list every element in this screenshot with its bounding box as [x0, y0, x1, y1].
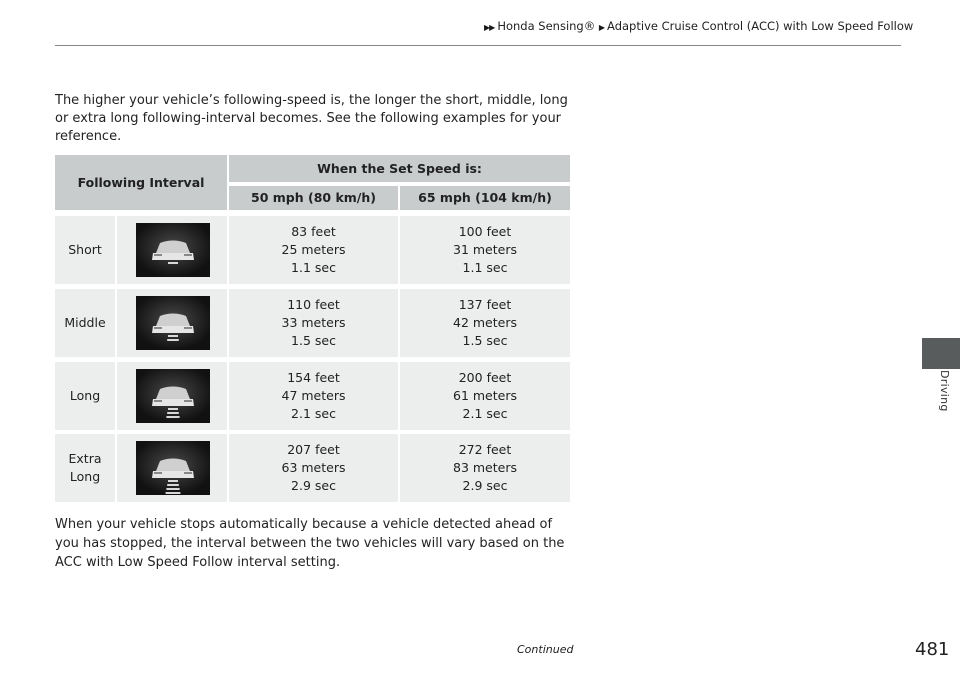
speed-65-value: 272 feet 83 meters 2.9 sec — [400, 434, 570, 502]
arrow-icon: ▶ — [598, 23, 605, 32]
header-set-speed: When the Set Speed is: — [229, 155, 570, 182]
speed-50-value: 207 feet 63 meters 2.9 sec — [229, 434, 398, 502]
header-speed-65: 65 mph (104 km/h) — [400, 186, 570, 210]
breadcrumb-section: Honda Sensing® — [497, 19, 596, 33]
interval-label: Middle — [55, 289, 115, 357]
section-label: Driving — [938, 370, 951, 412]
speed-50-value: 154 feet 47 meters 2.1 sec — [229, 362, 398, 430]
interval-label: Short — [55, 216, 115, 284]
section-tab — [922, 338, 960, 369]
car-image-cell — [117, 289, 227, 357]
breadcrumb — [484, 19, 913, 33]
arrow-icon: ▶▶ — [484, 23, 495, 32]
car-image-cell — [117, 362, 227, 430]
interval-label: Long — [55, 362, 115, 430]
intro-paragraph: The higher your vehicle’s following-speed is, the longer the short, middle, long or extra long following-interval becomes. See the following examples for your reference. — [55, 93, 568, 144]
continued-label: Continued — [517, 643, 574, 656]
speed-65-value: 100 feet 31 meters 1.1 sec — [400, 216, 570, 284]
car-interval-image — [136, 369, 210, 423]
interval-label: Extra Long — [55, 434, 115, 502]
car-interval-image — [136, 223, 210, 277]
speed-50-value: 110 feet 33 meters 1.5 sec — [229, 289, 398, 357]
car-image-cell — [117, 434, 227, 502]
car-image-cell — [117, 216, 227, 284]
speed-65-value: 137 feet 42 meters 1.5 sec — [400, 289, 570, 357]
speed-65-value: 200 feet 61 meters 2.1 sec — [400, 362, 570, 430]
following-interval-table — [55, 155, 570, 506]
outro-paragraph: When your vehicle stops automatically because a vehicle detected ahead of you has stopped, the interval between the two vehicles will vary based on the ACC with Low Speed Follow interval setting. — [55, 517, 565, 570]
car-interval-image — [136, 441, 210, 495]
car-interval-image — [136, 296, 210, 350]
header-following-interval: Following Interval — [55, 155, 227, 210]
header-speed-50: 50 mph (80 km/h) — [229, 186, 398, 210]
header-rule — [55, 45, 901, 46]
breadcrumb-topic: Adaptive Cruise Control (ACC) with Low Speed Follow — [607, 19, 914, 33]
page-number: 481 — [915, 639, 950, 660]
speed-50-value: 83 feet 25 meters 1.1 sec — [229, 216, 398, 284]
